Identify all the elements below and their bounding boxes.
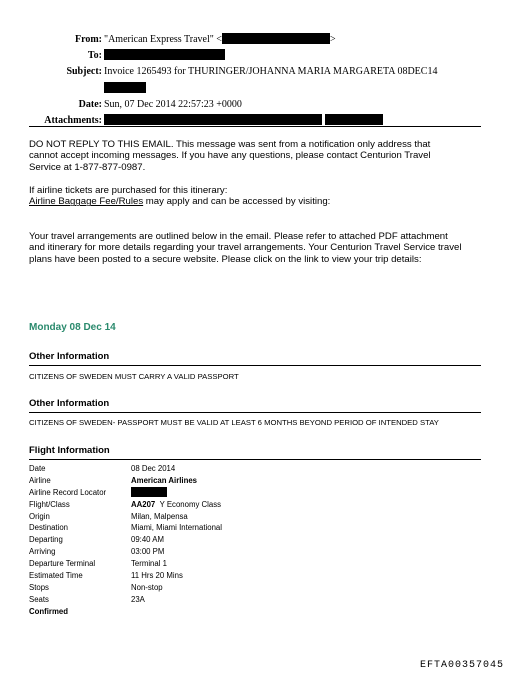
no-reply-notice [29, 139, 491, 173]
row-value: 03:00 PM [131, 547, 165, 557]
fare-class: Y Economy Class [159, 499, 222, 509]
from-row [0, 32, 512, 48]
to-label: To: [87, 50, 102, 62]
intro-paragraph [29, 231, 491, 265]
row-value: Non-stop [131, 582, 163, 592]
intro-line: and itinerary for more details regarding your travel arrangements. Your Centurion Travel Service travel [29, 242, 462, 254]
table-row [29, 558, 481, 570]
date-row [0, 97, 512, 113]
row-value: 08 Dec 2014 [131, 464, 176, 473]
attachments-label: Attachments: [44, 114, 102, 126]
section-title-other-info: Other Information [29, 398, 481, 413]
row-value: Milan, Malpensa [131, 511, 188, 521]
table-row [29, 475, 481, 487]
to-row [0, 48, 512, 64]
subject-value: Invoice 1265493 for THURINGER/JOHANNA MARIA MARGARETA 08DEC14 [104, 66, 438, 78]
row-label: Date [29, 464, 46, 473]
section-title-flight-info: Flight Information [29, 445, 481, 460]
day-heading: Monday 08 Dec 14 [29, 322, 116, 333]
document-id: EFTA00357045 [419, 660, 504, 671]
table-row [29, 534, 481, 546]
subject-row [0, 64, 512, 80]
section-text: CITIZENS OF SWEDEN MUST CARRY A VALID PASSPORT [29, 372, 239, 381]
table-row [29, 606, 481, 618]
intro-line: plans have been posted to a secure website. Please click on the link to view your trip details: [29, 253, 422, 265]
from-name: "American Express Travel" < [104, 34, 222, 45]
row-label: Flight/Class [29, 499, 70, 509]
redaction-bar [222, 33, 330, 44]
row-value: 23A [131, 594, 145, 604]
redaction-bar [131, 487, 167, 497]
row-label: Origin [29, 511, 50, 521]
table-row [29, 546, 481, 558]
table-row [29, 594, 481, 606]
notice-line: cannot accept incoming messages. If you have any questions, please contact Centurion Travel [29, 150, 431, 162]
row-value: 11 Hrs 20 Mins [131, 571, 183, 581]
intro-line: Your travel arrangements are outlined below in the email. Please refer to attached PDF attachment [29, 231, 448, 242]
table-row [29, 582, 481, 594]
table-row [29, 511, 481, 523]
row-value: 09:40 AM [131, 535, 164, 545]
flight-details-table [29, 463, 481, 618]
row-value: Miami, Miami International [131, 523, 222, 533]
baggage-line-rest: may apply and can be accessed by visiting: [143, 196, 331, 208]
row-value [131, 499, 221, 511]
subject-cont-row [0, 81, 512, 97]
to-value [104, 48, 225, 64]
row-label: Seats [29, 594, 49, 604]
table-row [29, 499, 481, 511]
table-row [29, 570, 481, 582]
row-label: Destination [29, 523, 69, 533]
table-row [29, 487, 481, 499]
row-label: Airline [29, 475, 51, 485]
row-value: Terminal 1 [131, 559, 167, 569]
email-header [0, 32, 512, 129]
subject-label: Subject: [66, 66, 102, 78]
notice-line: Service at 1-877-877-0987. [29, 161, 146, 173]
date-label: Date: [78, 98, 102, 110]
notice-line: DO NOT REPLY TO THIS EMAIL. This message was sent from a notification only address that [29, 139, 431, 150]
subject-cont [104, 81, 146, 97]
section-title-other-info: Other Information [29, 351, 481, 366]
row-label: Airline Record Locator [29, 487, 107, 497]
row-label: Departure Terminal [29, 559, 96, 569]
redaction-bar [325, 114, 383, 125]
baggage-notice [29, 185, 491, 208]
table-row [29, 463, 481, 475]
table-row [29, 522, 481, 534]
redaction-bar [104, 49, 225, 60]
row-label: Estimated Time [29, 571, 83, 581]
redaction-bar [104, 114, 322, 125]
flight-number: AA207 [131, 499, 156, 509]
from-label: From: [74, 34, 102, 45]
from-tail: > [329, 34, 336, 45]
baggage-fee-link[interactable]: Airline Baggage Fee/Rules [29, 196, 144, 208]
baggage-line: If airline tickets are purchased for this itinerary: [29, 185, 228, 196]
header-divider [29, 126, 481, 127]
date-value: Sun, 07 Dec 2014 22:57:23 +0000 [104, 98, 242, 110]
row-label: Departing [29, 535, 63, 545]
row-value: American Airlines [131, 475, 198, 485]
baggage-line2 [29, 196, 491, 207]
booking-status: Confirmed [29, 606, 68, 616]
row-label: Arriving [29, 547, 56, 557]
row-value [131, 487, 167, 499]
redaction-bar [104, 82, 146, 93]
row-label: Stops [29, 582, 49, 592]
section-text: CITIZENS OF SWEDEN- PASSPORT MUST BE VALID AT LEAST 6 MONTHS BEYOND PERIOD OF INTENDED STAY [29, 418, 439, 427]
from-value [104, 32, 336, 48]
